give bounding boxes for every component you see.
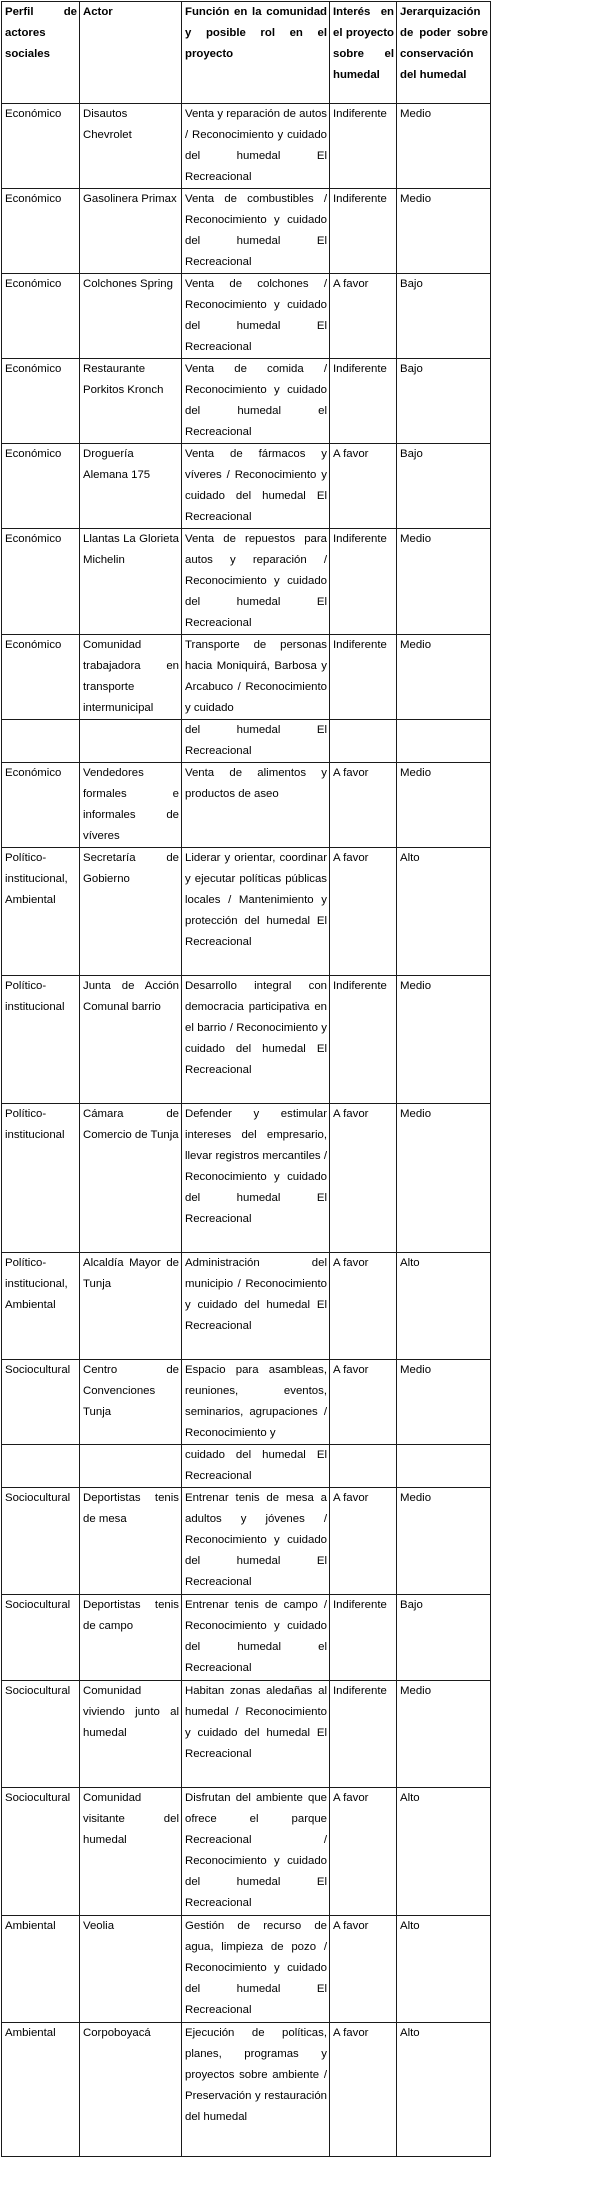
cell-perfil: Sociocultural [2, 1488, 80, 1595]
cell-actor: Droguería Alemana 175 [80, 444, 182, 529]
cell-poder: Medio [397, 104, 491, 189]
cell-funcion: Venta de combustibles / Reconocimiento y cuidado del humedal El Recreacional [182, 189, 330, 274]
cell-poder: Medio [397, 976, 491, 1104]
cell-actor: Deportistas tenis de campo [80, 1595, 182, 1681]
cell-perfil: Económico [2, 635, 80, 720]
table-row [2, 189, 491, 274]
cell-funcion: Entrenar tenis de mesa a adultos y jóvenes / Reconocimiento y cuidado del humedal El Recreacional [182, 1488, 330, 1595]
table-header-row [2, 2, 491, 104]
cell-perfil: Político-institucional [2, 1104, 80, 1253]
cell-poder: Medio [397, 763, 491, 848]
cell-perfil: Sociocultural [2, 1681, 80, 1788]
table-row [2, 1681, 491, 1788]
cell-perfil: Ambiental [2, 2023, 80, 2157]
cell-funcion: Entrenar tenis de campo / Reconocimiento y cuidado del humedal el Recreacional [182, 1595, 330, 1681]
table-row [2, 104, 491, 189]
cell-funcion: Venta de colchones / Reconocimiento y cuidado del humedal El Recreacional [182, 274, 330, 359]
cell-funcion: Espacio para asambleas, reuniones, eventos, seminarios, agrupaciones / Reconocimiento y [182, 1360, 330, 1445]
cell-poder: Bajo [397, 274, 491, 359]
cell-actor: Deportistas tenis de mesa [80, 1488, 182, 1595]
cell-poder: Medio [397, 1488, 491, 1595]
cell-poder: Alto [397, 1916, 491, 2023]
cell-funcion: Defender y estimular intereses del empresario, llevar registros mercantiles / Reconocimiento y cuidado del humedal El Recreacional [182, 1104, 330, 1253]
header-perfil: Perfil de actores sociales [2, 2, 80, 104]
cell-actor: Comunidad trabajadora en transporte intermunicipal [80, 635, 182, 720]
cell-actor: Comunidad visitante del humedal [80, 1788, 182, 1916]
cell-funcion: Transporte de personas hacia Moniquirá, Barbosa y Arcabuco / Reconocimiento y cuidado [182, 635, 330, 720]
social-actors-table [1, 1, 491, 2157]
cell-poder: Bajo [397, 1595, 491, 1681]
cell-interes: A favor [330, 848, 397, 976]
cell-actor-empty [80, 720, 182, 763]
cell-funcion-continued: del humedal El Recreacional [182, 720, 330, 763]
cell-poder: Bajo [397, 359, 491, 444]
cell-interes: Indiferente [330, 976, 397, 1104]
header-actor: Actor [80, 2, 182, 104]
header-funcion: Función en la comunidad y posible rol en el proyecto [182, 2, 330, 104]
cell-interes: A favor [330, 1360, 397, 1445]
cell-funcion: Venta y reparación de autos / Reconocimiento y cuidado del humedal El Recreacional [182, 104, 330, 189]
table-row [2, 1104, 491, 1253]
cell-poder: Alto [397, 1253, 491, 1360]
table-row [2, 274, 491, 359]
cell-perfil: Económico [2, 274, 80, 359]
cell-actor: Comunidad viviendo junto al humedal [80, 1681, 182, 1788]
cell-perfil-empty [2, 1445, 80, 1488]
cell-actor: Llantas La Glorieta Michelin [80, 529, 182, 635]
table-row [2, 848, 491, 976]
table-row [2, 1488, 491, 1595]
cell-interes: A favor [330, 1104, 397, 1253]
cell-actor: Gasolinera Primax [80, 189, 182, 274]
cell-poder: Alto [397, 2023, 491, 2157]
cell-poder: Medio [397, 1681, 491, 1788]
table-row [2, 444, 491, 529]
cell-funcion: Liderar y orientar, coordinar y ejecutar políticas públicas locales / Mantenimiento y protección del humedal El Recreacional [182, 848, 330, 976]
cell-perfil: Político-institucional, Ambiental [2, 1253, 80, 1360]
cell-interes: Indiferente [330, 635, 397, 720]
table-row [2, 976, 491, 1104]
cell-actor: Centro de Convenciones Tunja [80, 1360, 182, 1445]
cell-funcion: Gestión de recurso de agua, limpieza de pozo / Reconocimiento y cuidado del humedal El Recreacional [182, 1916, 330, 2023]
cell-perfil: Económico [2, 189, 80, 274]
cell-actor: Colchones Spring [80, 274, 182, 359]
cell-funcion-continued: cuidado del humedal El Recreacional [182, 1445, 330, 1488]
table-row-continuation [2, 720, 491, 763]
header-interes: Interés en el proyecto sobre el humedal [330, 2, 397, 104]
cell-actor-empty [80, 1445, 182, 1488]
cell-interes: Indiferente [330, 1681, 397, 1788]
table-row [2, 763, 491, 848]
cell-interes: A favor [330, 2023, 397, 2157]
table-row [2, 1253, 491, 1360]
cell-actor: Veolia [80, 1916, 182, 2023]
cell-perfil: Económico [2, 359, 80, 444]
cell-funcion: Venta de repuestos para autos y reparación / Reconocimiento y cuidado del humedal El Recreacional [182, 529, 330, 635]
cell-actor: Corpoboyacá [80, 2023, 182, 2157]
cell-interes: A favor [330, 1253, 397, 1360]
cell-funcion: Habitan zonas aledañas al humedal / Reconocimiento y cuidado del humedal El Recreacional [182, 1681, 330, 1788]
cell-actor: Cámara de Comercio de Tunja [80, 1104, 182, 1253]
cell-poder: Medio [397, 1360, 491, 1445]
cell-perfil: Ambiental [2, 1916, 80, 2023]
cell-funcion: Venta de comida / Reconocimiento y cuidado del humedal el Recreacional [182, 359, 330, 444]
cell-funcion: Venta de alimentos y productos de aseo [182, 763, 330, 848]
cell-funcion: Venta de fármacos y víveres / Reconocimiento y cuidado del humedal El Recreacional [182, 444, 330, 529]
cell-funcion: Disfrutan del ambiente que ofrece el parque Recreacional / Reconocimiento y cuidado del humedal El Recreacional [182, 1788, 330, 1916]
cell-interes: A favor [330, 1488, 397, 1595]
cell-interes: Indiferente [330, 1595, 397, 1681]
cell-funcion: Administración del municipio / Reconocimiento y cuidado del humedal El Recreacional [182, 1253, 330, 1360]
cell-interes: A favor [330, 274, 397, 359]
cell-interes: Indiferente [330, 359, 397, 444]
table-row [2, 1916, 491, 2023]
cell-perfil: Económico [2, 763, 80, 848]
cell-perfil: Sociocultural [2, 1360, 80, 1445]
cell-perfil-empty [2, 720, 80, 763]
cell-actor: Vendedores formales e informales de víveres [80, 763, 182, 848]
cell-actor: Junta de Acción Comunal barrio [80, 976, 182, 1104]
cell-interes: Indiferente [330, 104, 397, 189]
cell-poder: Medio [397, 189, 491, 274]
table-row [2, 635, 491, 720]
cell-poder: Medio [397, 1104, 491, 1253]
cell-interes: Indiferente [330, 189, 397, 274]
cell-poder: Medio [397, 635, 491, 720]
cell-poder-empty [397, 720, 491, 763]
table-row [2, 529, 491, 635]
cell-poder: Alto [397, 848, 491, 976]
cell-funcion: Ejecución de políticas, planes, programas y proyectos sobre ambiente / Preservación y restauración del humedal [182, 2023, 330, 2157]
cell-interes: A favor [330, 763, 397, 848]
cell-perfil: Político-institucional, Ambiental [2, 848, 80, 976]
cell-poder: Alto [397, 1788, 491, 1916]
cell-poder: Bajo [397, 444, 491, 529]
cell-poder-empty [397, 1445, 491, 1488]
table-row [2, 2023, 491, 2157]
table-row [2, 1595, 491, 1681]
cell-actor: Secretaría de Gobierno [80, 848, 182, 976]
cell-perfil: Económico [2, 444, 80, 529]
cell-funcion: Desarrollo integral con democracia participativa en el barrio / Reconocimiento y cuidado del humedal El Recreacional [182, 976, 330, 1104]
cell-interes: Indiferente [330, 529, 397, 635]
cell-actor: Restaurante Porkitos Kronch [80, 359, 182, 444]
header-poder: Jerarquización de poder sobre conservación del humedal [397, 2, 491, 104]
cell-actor: Disautos Chevrolet [80, 104, 182, 189]
cell-perfil: Económico [2, 104, 80, 189]
cell-interes: A favor [330, 1916, 397, 2023]
table-row-continuation [2, 1445, 491, 1488]
cell-interes-empty [330, 720, 397, 763]
cell-perfil: Económico [2, 529, 80, 635]
cell-interes: A favor [330, 444, 397, 529]
cell-perfil: Político-institucional [2, 976, 80, 1104]
cell-perfil: Sociocultural [2, 1595, 80, 1681]
cell-poder: Medio [397, 529, 491, 635]
cell-interes-empty [330, 1445, 397, 1488]
table-row [2, 359, 491, 444]
cell-interes: A favor [330, 1788, 397, 1916]
table-row [2, 1360, 491, 1445]
cell-actor: Alcaldía Mayor de Tunja [80, 1253, 182, 1360]
cell-perfil: Sociocultural [2, 1788, 80, 1916]
table-row [2, 1788, 491, 1916]
